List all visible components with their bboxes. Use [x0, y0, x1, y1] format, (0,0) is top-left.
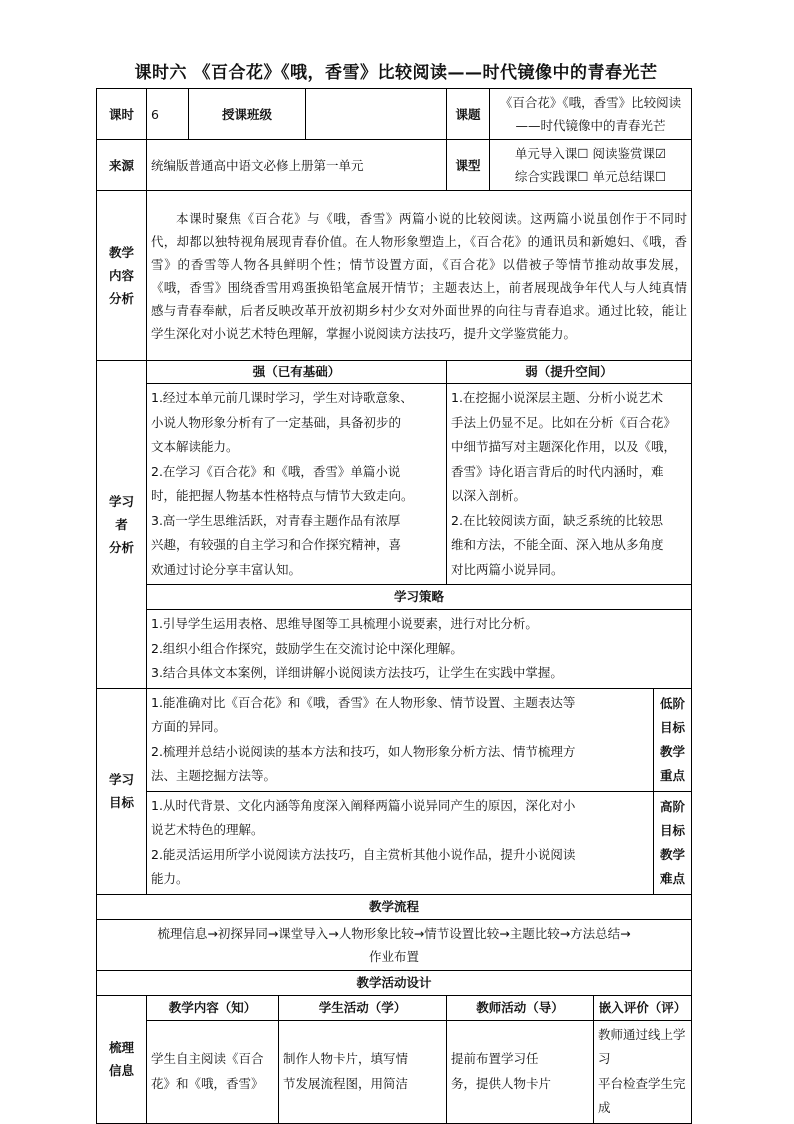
side-text: 目标: [660, 822, 686, 838]
weak-line: 2.在比较阅读方面，缺乏系统的比较思: [451, 512, 663, 528]
weak-line: 手法上仍显不足。比如在分析《百合花》: [451, 414, 677, 430]
weak-line: 维和方法，不能全面、深入地从多角度: [451, 537, 664, 552]
type-label: 课型: [447, 140, 490, 191]
cell-line: 节发展流程图，用简洁: [283, 1075, 409, 1091]
lesson-value: 6: [147, 89, 189, 140]
design-student-cell: [279, 1020, 447, 1123]
strong-line: 2.在学习《百合花》和《哦，香雪》单篇小说: [151, 463, 401, 479]
analysis-label-1: 教学: [108, 245, 134, 260]
strategy-line: 1.引导学生运用表格、思维导图等工具梳理小说要素，进行对比分析。: [151, 616, 538, 631]
flow-content: [97, 919, 692, 970]
strong-header: 强（已有基础）: [147, 361, 447, 384]
strategy-line: 2.组织小组合作探究，鼓励学生在交流讨论中深化理解。: [151, 640, 463, 656]
high-goal-line: 说艺术特色的理解。: [151, 822, 264, 837]
class-label: 授课班级: [189, 89, 306, 140]
learner-label-1: 学习: [108, 493, 134, 509]
design-teacher-cell: [447, 1020, 594, 1123]
type-line-1: 单元导入课☐ 阅读鉴赏课☑: [514, 146, 667, 161]
side-text: 教学: [660, 743, 686, 759]
strong-line: 欢通过讨论分享丰富认知。: [151, 561, 302, 577]
page-title: 课时六 《百合花》《哦，香雪》比较阅读——时代镜像中的青春光芒: [134, 63, 658, 83]
side-text: 重点: [660, 767, 686, 783]
col-teacher-header: 教师活动（导）: [447, 995, 594, 1020]
flow-line-2: 作业布置: [369, 948, 420, 964]
high-goals: [147, 791, 654, 894]
strategy-content: [147, 610, 692, 689]
strong-line: 兴趣，有较强的自主学习和合作探究精神，喜: [151, 537, 402, 552]
high-goal-line: 2.能灵活运用所学小说阅读方法技巧，自主赏析其他小说作品，提升小说阅读: [151, 846, 576, 862]
cell-line: 务，提供人物卡片: [451, 1075, 552, 1091]
analysis-label-2: 内容: [108, 268, 134, 283]
design-row-label-2: 信息: [108, 1063, 134, 1078]
cell-line: 学生自主阅读《百合: [151, 1051, 264, 1066]
weak-line: 以深入剖析。: [451, 488, 527, 503]
strong-line: 文本解读能力。: [151, 439, 239, 454]
cell-line: 花》和《哦，香雪》: [151, 1075, 264, 1091]
design-header: 教学活动设计: [97, 970, 692, 995]
strong-line: 3.高一学生思维活跃，对青春主题作品有浓厚: [151, 512, 401, 528]
weak-header: 弱（提升空间）: [447, 361, 692, 384]
cell-line: 平台检查学生完成: [598, 1075, 686, 1115]
topic-line-2: ——时代镜像中的青春光芒: [515, 118, 666, 133]
strong-content: [147, 384, 447, 585]
low-goal-line: 2.梳理并总结小说阅读的基本方法和技巧，如人物形象分析方法、情节梳理方: [151, 743, 576, 759]
side-text: 高阶: [660, 798, 686, 814]
analysis-text: 本课时聚焦《百合花》与《哦，香雪》两篇小说的比较阅读。这两篇小说虽创作于不同时代，却都以独特视角展现青春价值。在人物形象塑造上，《百合花》的通讯员和新媳妇、《哦，香雪》的香雪等人物各具鲜明个性；情节设置方面，《百合花》以借被子等情节推动故事发展，《哦，香雪》围绕香雪用鸡蛋换铅笔盒展开情节；主题表达上，前者展现战争年代人与人纯真情感与青春奉献，后者反映改革开放初期乡村少女对外面世界的向往与青春追求。通过比较，能让学生深化对小说艺术特色理解，掌握小说阅读方法技巧，提升文学鉴赏能力。: [147, 191, 692, 361]
learner-label: [97, 361, 147, 689]
strong-line: 小说人物形象分析有了一定基础，具备初步的: [151, 414, 402, 430]
learner-label-3: 分析: [108, 539, 134, 555]
weak-line: 对比两篇小说异同。: [451, 561, 564, 577]
analysis-label-3: 分析: [108, 291, 134, 306]
design-row-label: [97, 995, 147, 1123]
strategy-line: 3.结合具体文本案例，详细讲解小说阅读方法技巧，让学生在实践中掌握。: [151, 665, 563, 680]
lesson-type-checkboxes: [490, 140, 692, 191]
strategy-header: 学习策略: [147, 585, 692, 610]
lesson-plan-table: [96, 88, 692, 1124]
side-text: 目标: [660, 719, 686, 735]
source-label: 来源: [97, 140, 147, 191]
low-goals: [147, 688, 654, 791]
class-value: [306, 89, 447, 140]
topic-label: 课题: [447, 89, 490, 140]
low-goal-line: 方面的异同。: [151, 719, 227, 734]
high-goal-side-label: [654, 791, 692, 894]
goals-label-1: 学习: [108, 772, 134, 787]
side-text: 教学: [660, 846, 686, 862]
goals-label-2: 目标: [108, 795, 134, 810]
low-goal-side-label: [654, 688, 692, 791]
learner-label-2: 者: [115, 516, 128, 532]
side-text: 难点: [660, 870, 686, 886]
cell-line: 制作人物卡片，填写情: [283, 1051, 409, 1066]
lesson-label: 课时: [97, 89, 147, 140]
analysis-label: [97, 191, 147, 361]
cell-line: 教师通过线上学习: [598, 1026, 686, 1066]
weak-line: 香雪》诗化语言背后的时代内涵时，难: [451, 463, 664, 479]
design-content-cell: [147, 1020, 279, 1123]
topic-value: [490, 89, 692, 140]
goals-label: [97, 688, 147, 894]
strong-line: 时，能把握人物基本性格特点与情节大致走向。: [151, 488, 414, 503]
strong-line: 1.经过本单元前几课时学习，学生对诗歌意象、: [151, 390, 413, 405]
side-text: 低阶: [660, 695, 686, 711]
low-goal-line: 1.能准确对比《百合花》和《哦，香雪》在人物形象、情节设置、主题表达等: [151, 694, 576, 710]
type-line-2: 综合实践课☐ 单元总结课☐: [514, 169, 667, 184]
flow-line-1: 梳理信息→初探异同→课堂导入→人物形象比较→情节设置比较→主题比较→方法总结→: [157, 925, 631, 941]
topic-line-1: 《百合花》《哦，香雪》比较阅读: [499, 95, 682, 110]
weak-content: [447, 384, 692, 585]
design-eval-cell: [594, 1020, 692, 1123]
low-goal-line: 法、主题挖掘方法等。: [151, 768, 277, 783]
col-eval-header: 嵌入评价（评）: [594, 995, 692, 1020]
col-content-header: 教学内容（知）: [147, 995, 279, 1020]
weak-line: 中细节描写对主题深化作用，以及《哦，: [451, 439, 677, 454]
high-goal-line: 1.从时代背景、文化内涵等角度深入阐释两篇小说异同产生的原因，深化对小: [151, 797, 576, 813]
cell-line: 提前布置学习任: [451, 1051, 539, 1066]
weak-line: 1.在挖掘小说深层主题、分析小说艺术: [451, 390, 663, 405]
col-student-header: 学生活动（学）: [279, 995, 447, 1020]
source-value: 统编版普通高中语文必修上册第一单元: [147, 140, 447, 191]
design-row-label-1: 梳理: [108, 1040, 134, 1055]
flow-header: 教学流程: [97, 894, 692, 919]
high-goal-line: 能力。: [151, 871, 189, 886]
